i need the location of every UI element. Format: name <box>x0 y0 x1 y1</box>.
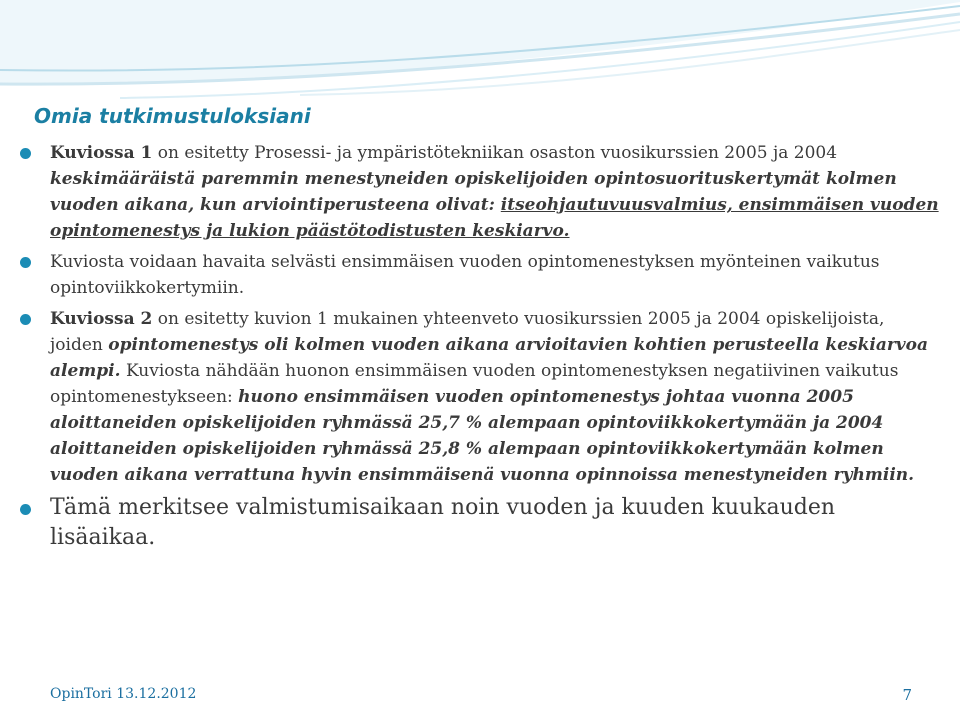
bullet-dot-icon <box>20 314 31 325</box>
bullet-3-text-2: Kuviosta nähdään huonon ensimmäisen vuoden opintomenestyksen negatiivinen vaikutus opintomenestykseen: <box>50 361 899 407</box>
bullet-item-2 <box>20 249 940 301</box>
bullet-4-text: Tämä merkitsee valmistumisaikaan noin vuoden ja kuuden kuukauden lisäaikaa. <box>50 495 836 550</box>
slide-body <box>20 140 940 558</box>
footer-label: OpinTori 13.12.2012 <box>50 686 197 702</box>
bullet-3-emphasis: opintomenestys oli kolmen vuoden aikana arvioitavien kohtien perusteella keskiarvoa alempi. <box>50 335 929 381</box>
header-decoration <box>0 0 960 110</box>
bullet-3-bold: Kuviossa 2 <box>50 309 153 329</box>
bullet-3-text: on esitetty kuvion 1 mukainen yhteenveto vuosikurssien 2005 ja 2004 opiskelijoista, joiden <box>50 309 885 355</box>
slide-title: Omia tutkimustuloksiani <box>34 104 311 128</box>
bullet-item-4 <box>20 493 940 553</box>
bullet-dot-icon <box>20 257 31 268</box>
bullet-3-emphasis-2: huono ensimmäisen vuoden opintomenestys johtaa vuonna 2005 aloittaneiden opiskelijoiden ryhmässä 25,7 % alempaan opintoviikkokertymään ja 2004 aloittaneiden opiskelijoiden ryhmässä 25,8 % alempaan opintoviikkokertymään kolmen vuoden aikana verrattuna hyvin ensimmäisenä vuonna opinnoissa menestyneiden ryhmiin. <box>50 387 915 485</box>
bullet-1-bold: Kuviossa 1 <box>50 143 153 163</box>
bullet-dot-icon <box>20 504 31 515</box>
bullet-1-emphasis: keskimääräistä paremmin menestyneiden opiskelijoiden opintosuorituskertymät kolmen vuoden aikana, kun arviointiperusteena olivat: <box>50 169 897 215</box>
page-number: 7 <box>902 686 912 704</box>
bullet-item-3 <box>20 306 940 488</box>
bullet-item-1 <box>20 140 940 244</box>
bullet-1-underlined: itseohjautuvuusvalmius, ensimmäisen vuoden opintomenestys ja lukion päästötodistusten keskiarvo. <box>50 195 939 241</box>
bullet-2-text: Kuviosta voidaan havaita selvästi ensimmäisen vuoden opintomenestyksen myönteinen vaikutus opintoviikkokertymiin. <box>50 252 880 298</box>
bullet-dot-icon <box>20 148 31 159</box>
bullet-1-text: on esitetty Prosessi- ja ympäristötekniikan osaston vuosikurssien 2005 ja 2004 <box>152 143 838 163</box>
